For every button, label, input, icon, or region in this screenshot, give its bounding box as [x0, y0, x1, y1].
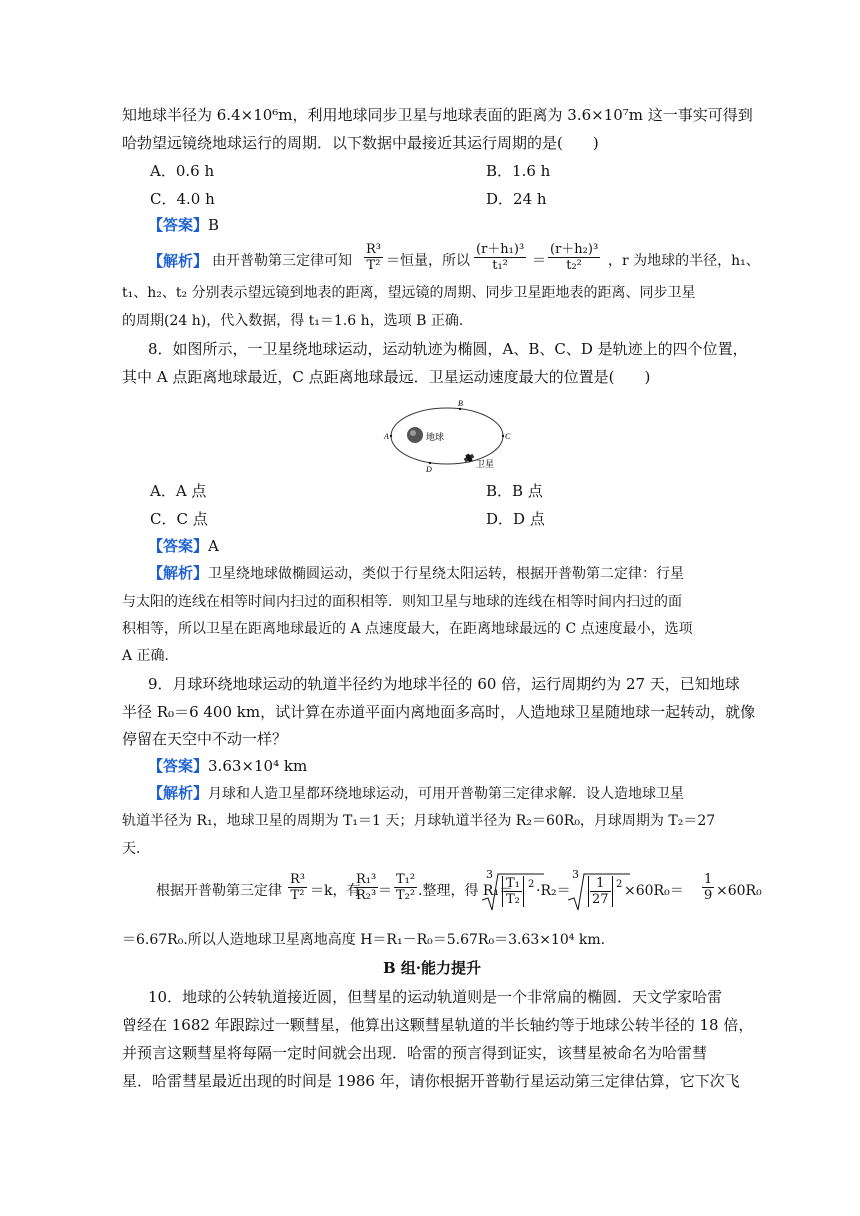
root-index-1: 3: [486, 868, 493, 881]
point-a-label: A: [384, 432, 389, 441]
q7-fraction-r3-t2: $\frac{\text{R³}}{\text{T²}}$: [366, 242, 381, 273]
earth-label: 地球: [426, 432, 445, 442]
q10-text-line-3: 并预言这颗彗星将每隔一定时间就会出现．哈雷的预言得到证实，该彗星被命名为哈雷彗: [122, 1044, 708, 1062]
q9-answer-value: 3.63×10⁴ km: [208, 757, 308, 775]
orbit-svg: [372, 394, 522, 478]
q7-answer-value: B: [208, 216, 220, 234]
root-fraction-1-27: $\frac{1}{27}$: [588, 876, 613, 907]
q8-analysis-line-3: 积相等，所以卫星在距离地球最近的 A 点速度最大，在距离地球最远的 C 点速度最小，选项: [122, 621, 693, 637]
q8-option-b: B．B 点: [486, 482, 543, 500]
q7-analysis-line-2: t₁、h₂、t₂ 分别表示望远镜到地表的距离，望远镜的周期、同步卫星距地表的距离、同步卫星: [122, 285, 696, 301]
q7-option-c: C．4.0 h: [150, 190, 215, 208]
q7-analysis-line-3: 的周期(24 h)，代入数据，得 t₁＝1.6 h，选项 B 正确．: [122, 313, 473, 329]
q8-option-d: D．D 点: [486, 510, 545, 528]
q8-analysis-line-1: 【解析】卫星绕地球做椭圆运动，类似于行星绕太阳运转，根据开普勒第二定律：行星: [148, 564, 685, 582]
answer-tag: 【答案】: [148, 216, 209, 234]
root-index-2: 3: [572, 868, 579, 881]
q9-result-line: ＝6.67R₀.所以人造地球卫星离地高度 H＝R₁－R₀＝5.67R₀＝3.63×10⁴ km.: [122, 932, 606, 948]
q7-option-a: A．0.6 h: [150, 162, 215, 180]
q9-analysis-line-2: 轨道半径为 R₁，地球卫星的周期为 T₁＝1 天；月球轨道半径为 R₂＝60R₀，月球周期为 T₂＝27: [122, 813, 716, 829]
q7-answer: [148, 215, 768, 235]
q7-analysis-text-a: 由开普勒第三定律可知: [212, 253, 352, 269]
section-b-heading: B 组·能力提升: [382, 959, 482, 977]
q8-analysis-line-4: A 正确．: [122, 648, 179, 664]
q7-fraction-h1: $\frac{\text{(r＋h₁)³}}{\text{t₁²}}$: [476, 242, 525, 273]
q8-option-a: A．A 点: [150, 482, 207, 500]
q9-text-line-3: 停留在天空中不动一样？: [122, 730, 288, 748]
q10-text-line-4: 星．哈雷彗星最近出现的时间是 1986 年，请你根据开普勒行星运动第三定律估算，它下次飞: [122, 1072, 740, 1090]
q7-text-line-1: 知地球半径为 6.4×10⁶m，利用地球同步卫星与地球表面的距离为 3.6×10⁷m 这一事实可得到: [122, 106, 753, 124]
orbit-diagram: [372, 394, 522, 478]
satellite-label: 卫星: [476, 459, 495, 469]
math-fraction-t1-t2: $\frac{\text{T₁²}}{\text{T₂²}}$: [396, 872, 416, 903]
q8-answer-value: A: [208, 537, 219, 555]
q7-fraction-h2: $\frac{\text{(r＋h₂)³}}{\text{t₂²}}$: [550, 242, 599, 273]
math-fraction-r3-t2: $\frac{\text{R³}}{\text{T²}}$: [290, 872, 305, 903]
q9-analysis-line-1: 【解析】月球和人造卫星都环绕地球运动，可用开普勒第三定律求解．设人造地球卫星: [148, 784, 685, 802]
q7-text-line-2: 哈勃望远镜绕地球运行的周期．以下数据中最接近其运行周期的是( ): [122, 134, 599, 152]
q7-option-d: D．24 h: [486, 190, 547, 208]
point-c-label: C: [505, 432, 511, 441]
q9-math-derivation: 根据开普勒第三定律 $\frac{\text{R³}}{\text{T²}}$ ＝k，有 $\frac{\text{R₁³}}{\text{R₂³}}$ ＝ $\frac{\text{T₁²}}{\text{T₂²}}$ .整理，得 R₁＝ 3 $\frac{\text{T₁}}{\text{T₂}}$ 2 ·R₂＝ 3 $\frac{1}{27}$ 2 ×60R₀＝ $\frac{1}{9}$ ×60R₀: [148, 866, 788, 926]
q9-text-line-1: 9．月球环绕地球运动的轨道半径约为地球半径的 60 倍，运行周期约为 27 天，已知地球: [148, 675, 740, 693]
q7-analysis-text-c: ，r 为地球的半径，h₁、: [608, 253, 760, 269]
q8-option-c: C．C 点: [150, 510, 208, 528]
q10-text-line-1: 10．地球的公转轨道接近圆，但彗星的运动轨道则是一个非常扁的椭圆．天文学家哈雷: [148, 988, 723, 1006]
q7-analysis-line-1: 【解析】 由开普勒第三定律可知 $\frac{\text{R³}}{\text{T²}}$ ＝恒量，所以 $\frac{\text{(r＋h₁)³}}{\text{t₁²}}$ ＝ $\frac{\text{(r＋h₂)³}}{\text{t₂²}}$ ，r 为地球的半径，h₁、: [148, 242, 760, 273]
q10-text-line-2: 曾经在 1682 年跟踪过一颗彗星，他算出这颗彗星轨道的半长轴约等于地球公转半径的 18 倍，: [122, 1016, 754, 1034]
q8-text-line-1: 8．如图所示，一卫星绕地球运动，运动轨迹为椭圆，A、B、C、D 是轨迹上的四个位置，: [148, 340, 748, 358]
math-fraction-r1-r2: $\frac{\text{R₁³}}{\text{R₂³}}$: [356, 872, 377, 903]
answer-tag: 【答案】: [148, 537, 209, 555]
q9-answer: [148, 756, 768, 776]
q8-answer: [148, 536, 768, 556]
analysis-tag: 【解析】: [148, 784, 209, 802]
q7-option-b: B．1.6 h: [486, 162, 551, 180]
q8-analysis-line-2: 与太阳的连线在相等时间内扫过的面积相等．则知卫星与地球的连线在相等时间内扫过的面: [122, 594, 682, 610]
point-b-label: B: [458, 399, 463, 408]
q9-text-line-2: 半径 R₀＝6 400 km，试计算在赤道平面内离地面多高时，人造地球卫星随地球一起转动，就像: [122, 703, 756, 721]
q7-analysis-text-b: ＝恒量，所以: [386, 253, 470, 269]
answer-tag: 【答案】: [148, 757, 209, 775]
q9-analysis-line-3: 天．: [122, 841, 150, 857]
point-d-label: D: [426, 465, 432, 474]
analysis-tag: 【解析】: [148, 252, 209, 270]
root-fraction-t1-t2: $\frac{\text{T₁}}{\text{T₂}}$: [502, 876, 524, 907]
analysis-tag: 【解析】: [148, 564, 209, 582]
math-fraction-1-9: $\frac{1}{9}$: [704, 872, 713, 903]
q8-text-line-2: 其中 A 点距离地球最近，C 点距离地球最远．卫星运动速度最大的位置是( ): [122, 368, 651, 386]
